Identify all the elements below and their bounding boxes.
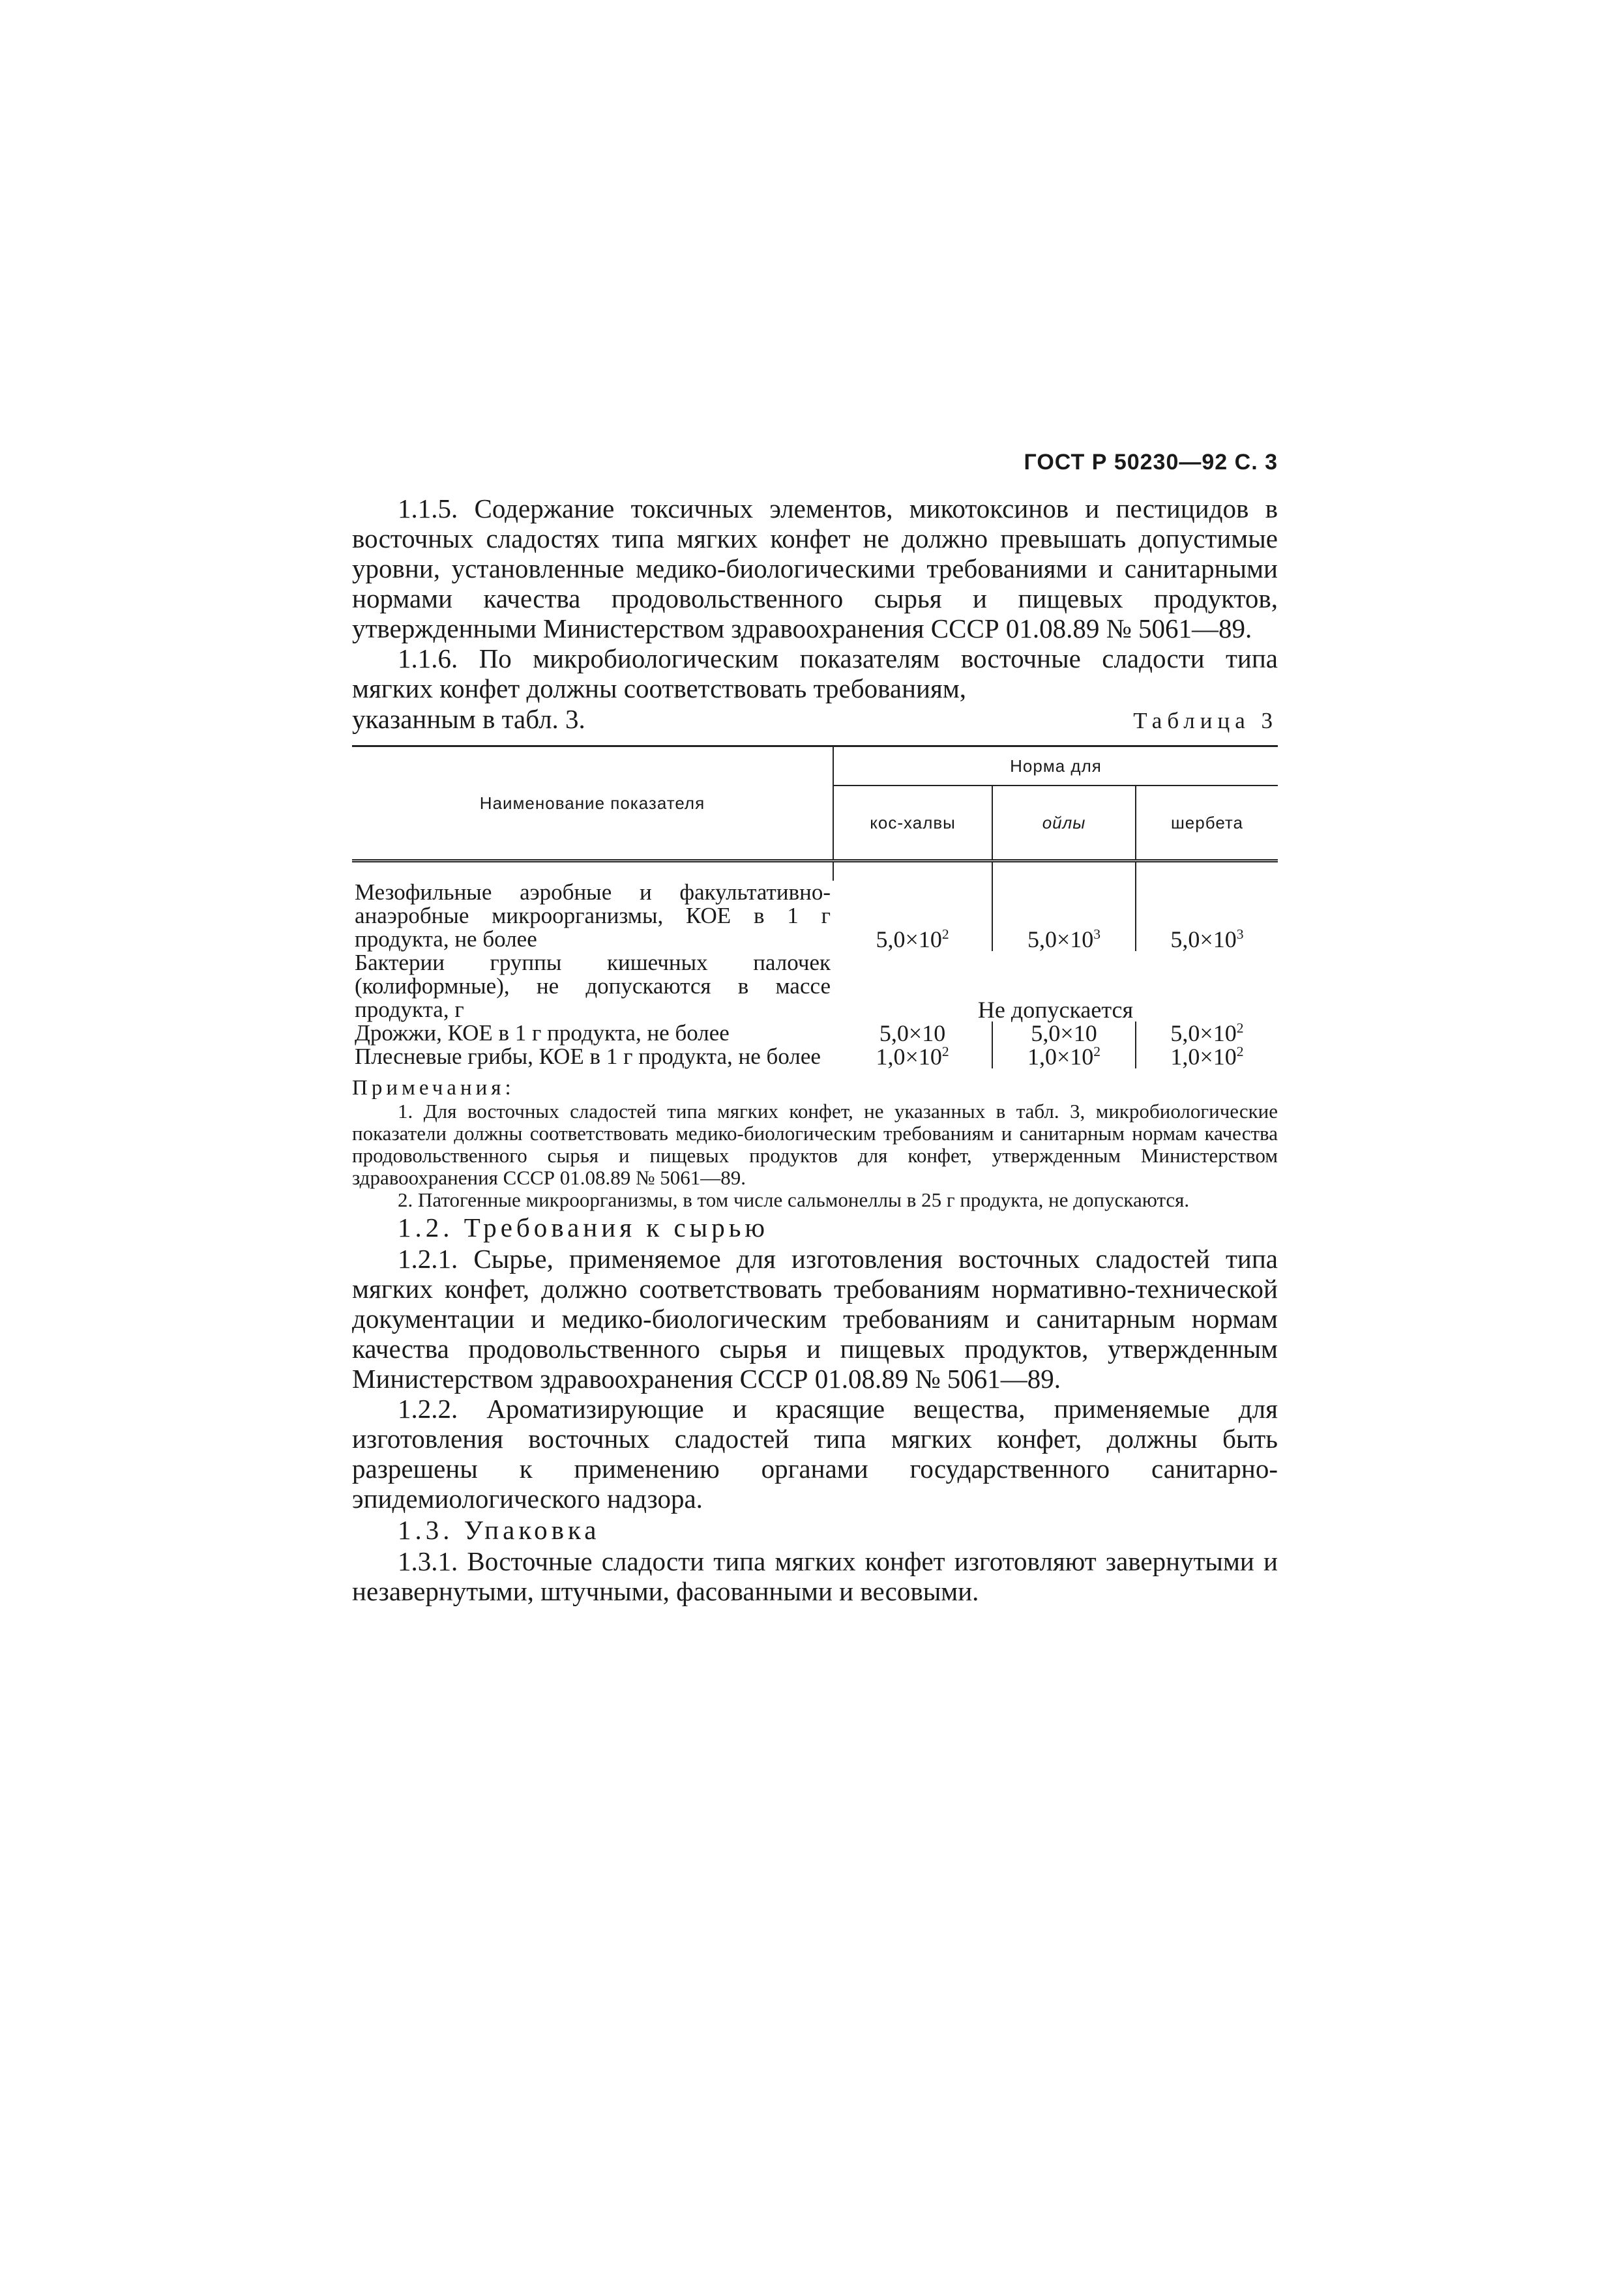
- table-row: [352, 1045, 1278, 1068]
- row-value-b: $5,0\times 10^3$: [992, 881, 1136, 951]
- table-caption: Таблица 3: [1133, 708, 1278, 733]
- table-row: [352, 881, 1278, 951]
- row-value-b: 5,0×10: [992, 1021, 1136, 1045]
- document-page: [352, 450, 1278, 1606]
- row-name: Плесневые грибы, КОЕ в 1 г продукта, не более: [355, 1043, 821, 1069]
- row-value-merged: Не допускается: [977, 996, 1134, 1023]
- header-oyla: ойлы: [992, 786, 1136, 861]
- section-1-2-heading: 1.2. Требования к сырью: [398, 1212, 769, 1242]
- header-norm-for: Норма для: [833, 746, 1278, 786]
- row-value-a: $5,0\times 10^2$: [876, 926, 949, 952]
- table-row: [352, 951, 1278, 1021]
- header-sherbet: шербета: [1136, 786, 1278, 861]
- header-kos-halva: кос-халвы: [833, 786, 992, 861]
- table-row: [352, 1021, 1278, 1045]
- paragraph-1-1-5: 1.1.5. Содержание токсичных элементов, микотоксинов и пестицидов в восточных сладостях типа мягких конфет не должно превышать допустимые уровни, установленные медико-биологическими требованиями и санитарными нормами качества продовольственного сырья и пищевых продуктов, утвержденными Министерством здравоохранения СССР 01.08.89 № 5061—89.: [352, 493, 1278, 643]
- notes-title: Примечания:: [352, 1076, 515, 1100]
- paragraph-1-1-6-tail-row: [352, 703, 1278, 735]
- page-header: ГОСТ Р 50230—92 С. 3: [1024, 450, 1278, 475]
- paragraph-1-2-2: 1.2.2. Ароматизирующие и красящие вещества, применяемые для изготовления восточных сладостей типа мягких конфет, должны быть разрешены к применению органами государственного санитарно-эпидемиологического надзора.: [352, 1393, 1278, 1514]
- table-3: [352, 745, 1278, 1068]
- row-value-b: $1,0\times 10^2$: [992, 1045, 1136, 1068]
- paragraph-1-3-1: 1.3.1. Восточные сладости типа мягких конфет изготовляют завернутыми и незавернутыми, штучными, фасованными и весовыми.: [352, 1546, 1278, 1606]
- row-name: Бактерии группы кишечных палочек (колиформные), не допускаются в массе продукта, г: [355, 949, 831, 1022]
- header-indicator-name: Наименование показателя: [352, 746, 833, 861]
- paragraph-1-1-6-tail: указанным в табл. 3.: [352, 704, 585, 734]
- note-1: 1. Для восточных сладостей типа мягких конфет, не указанных в табл. 3, микробиологические показатели должны соответствовать медико-биологическим требованиям и санитарным нормам качества продовольственного сырья и пищевых продуктов для конфет, утвержденным Министерством здравоохранения СССР 01.08.89 № 5061—89.: [352, 1099, 1278, 1189]
- row-name: Мезофильные аэробные и факультативно-анаэробные микроорганизмы, КОЕ в 1 г продукта, не более: [355, 879, 831, 952]
- paragraph-1-1-6: 1.1.6. По микробиологическим показателям восточные сладости типа мягких конфет должны соответствовать требованиям,: [352, 643, 1278, 703]
- row-value-c: $5,0\times 10^2$: [1136, 1021, 1278, 1045]
- row-value-a: 5,0×10: [879, 1020, 946, 1046]
- row-value-a: $1,0\times 10^2$: [876, 1043, 949, 1070]
- row-value-c: $5,0\times 10^3$: [1136, 881, 1278, 951]
- row-value-c: $1,0\times 10^2$: [1136, 1045, 1278, 1068]
- row-name: Дрожжи, КОЕ в 1 г продукта, не более: [355, 1020, 730, 1046]
- section-1-3-heading: 1.3. Упаковка: [398, 1514, 600, 1545]
- note-2: 2. Патогенные микроорганизмы, в том числе сальмонеллы в 25 г продукта, не допускаются.: [398, 1188, 1190, 1211]
- paragraph-1-2-1: 1.2.1. Сырье, применяемое для изготовления восточных сладостей типа мягких конфет, должно соответствовать требованиям нормативно-технической документации и медико-биологическим требованиям и санитарным нормам качества продовольственного сырья и пищевых продуктов, утвержденным Министерством здравоохранения СССР 01.08.89 № 5061—89.: [352, 1243, 1278, 1394]
